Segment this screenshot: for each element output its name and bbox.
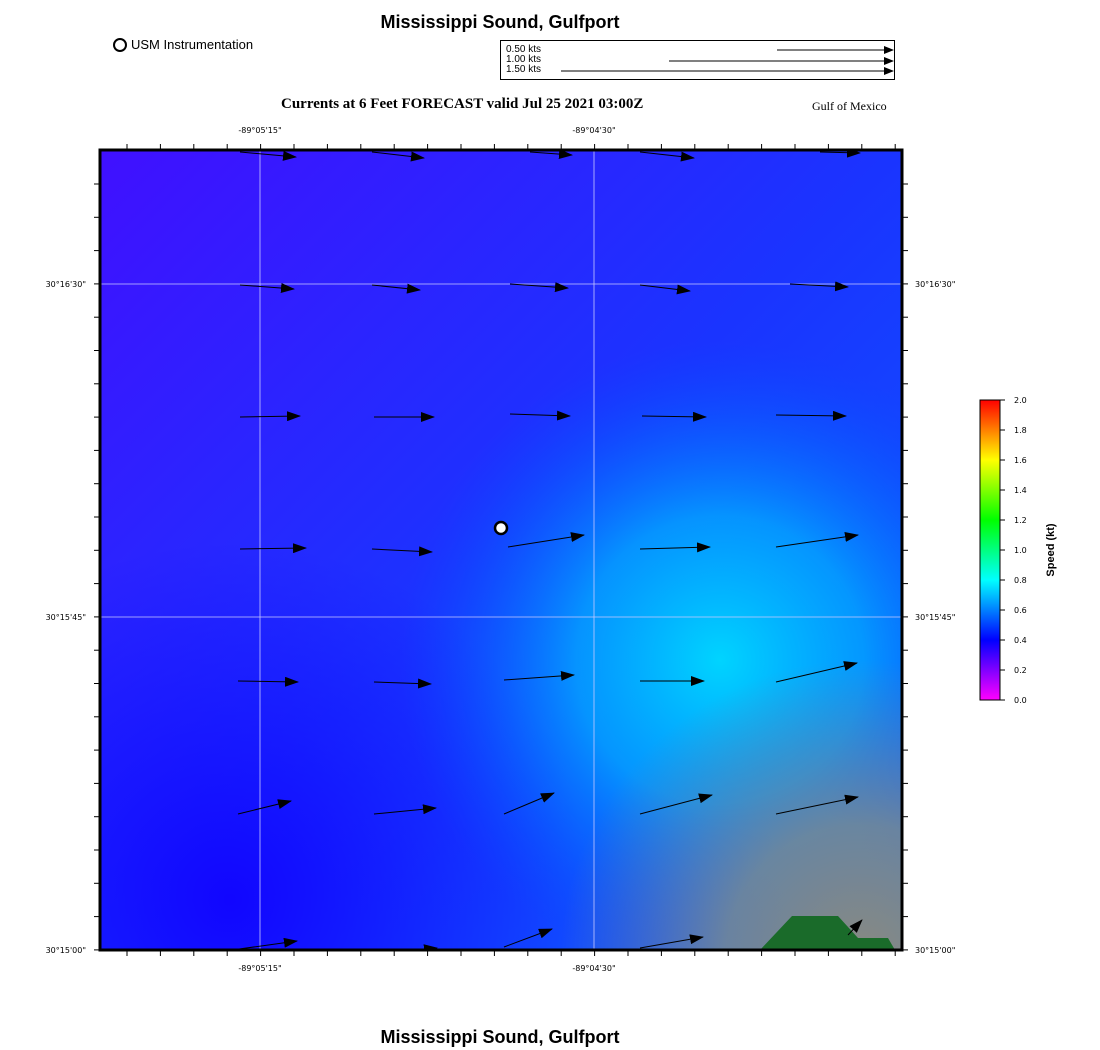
station-legend-label: USM Instrumentation bbox=[131, 37, 254, 52]
colorbar-title: Speed (kt) bbox=[1045, 523, 1057, 577]
colorbar-tick-label-5: 1.0 bbox=[1014, 546, 1027, 555]
colorbar-tick-label-3: 0.6 bbox=[1014, 606, 1027, 615]
scale-label-050: 0.50 kts bbox=[506, 44, 542, 55]
forecast-subtitle: Currents at 6 Feet FORECAST valid Jul 25 2021 03:00Z bbox=[281, 96, 644, 112]
colorbar-ramp bbox=[980, 400, 1000, 700]
colorbar-ticks bbox=[1000, 396, 1027, 705]
lat-label-left-3: 30°15'00" bbox=[45, 946, 86, 955]
lat-label-left-1: 30°16'30" bbox=[45, 280, 86, 289]
lon-label-bottom-1: -89°05'15" bbox=[238, 964, 282, 973]
colorbar-tick-label-7: 1.4 bbox=[1014, 486, 1027, 495]
colorbar-tick-label-9: 1.8 bbox=[1014, 426, 1027, 435]
region-label: Gulf of Mexico bbox=[812, 99, 887, 113]
lon-label-top-2: -89°04'30" bbox=[572, 126, 616, 135]
lon-label-top-1: -89°05'15" bbox=[238, 126, 282, 135]
colorbar-tick-label-0: 0.0 bbox=[1014, 696, 1027, 705]
scale-label-100: 1.00 kts bbox=[506, 54, 542, 65]
colorbar-tick-label-4: 0.8 bbox=[1014, 576, 1027, 585]
scale-label-150: 1.50 kts bbox=[506, 64, 542, 75]
lat-label-right-3: 30°15'00" bbox=[915, 946, 956, 955]
lat-label-right-2: 30°15'45" bbox=[915, 613, 956, 622]
lon-label-bottom-2: -89°04'30" bbox=[572, 964, 616, 973]
colorbar-tick-label-6: 1.2 bbox=[1014, 516, 1027, 525]
map-title: Mississippi Sound, Gulfport bbox=[380, 12, 620, 32]
footer-title: Mississippi Sound, Gulfport bbox=[380, 1027, 620, 1047]
colorbar-tick-label-10: 2.0 bbox=[1014, 396, 1027, 405]
lat-label-right-1: 30°16'30" bbox=[915, 280, 956, 289]
colorbar-tick-label-8: 1.6 bbox=[1014, 456, 1027, 465]
colorbar-tick-label-2: 0.4 bbox=[1014, 636, 1027, 645]
colorbar-tick-label-1: 0.2 bbox=[1014, 666, 1027, 675]
lat-label-left-2: 30°15'45" bbox=[45, 613, 86, 622]
